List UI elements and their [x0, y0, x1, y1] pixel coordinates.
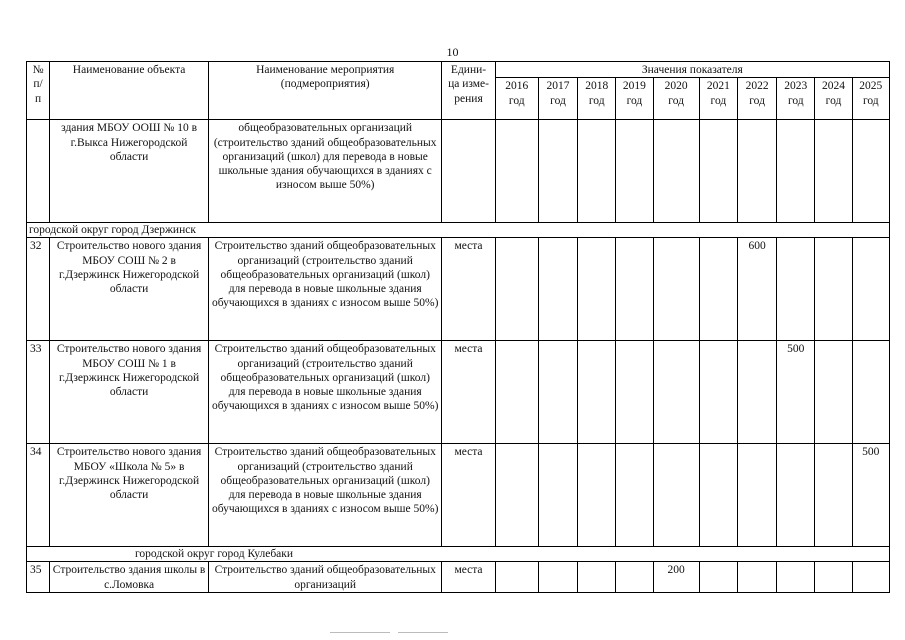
- value-cell: 200: [653, 562, 699, 593]
- value-cell: [578, 444, 616, 547]
- value-cell: [538, 444, 577, 547]
- value-cell: [616, 562, 653, 593]
- header-values-group: Значения показателя: [495, 62, 889, 78]
- section-row: [27, 223, 890, 238]
- header-year: 2025 год: [852, 78, 889, 120]
- value-cell: [495, 341, 538, 444]
- object-name: Строительство здания школы в с.Ломовка: [50, 562, 209, 593]
- table-row: [27, 444, 890, 547]
- scan-artifact: [398, 632, 448, 633]
- row-number: 35: [27, 562, 50, 593]
- value-cell: [699, 341, 737, 444]
- section-title: городской округ город Дзержинск: [27, 223, 890, 238]
- indicator-table: [26, 61, 890, 593]
- header-object: Наименование объекта: [50, 62, 209, 120]
- value-cell: [616, 444, 653, 547]
- value-cell: [495, 444, 538, 547]
- header-year: 2022 год: [737, 78, 776, 120]
- value-cell: [815, 444, 852, 547]
- header-year: 2020 год: [653, 78, 699, 120]
- value-cell: 500: [852, 444, 889, 547]
- value-cell: [815, 562, 852, 593]
- value-cell: [495, 562, 538, 593]
- value-cell: [699, 444, 737, 547]
- header-year: 2018 год: [578, 78, 616, 120]
- row-number: 32: [27, 238, 50, 341]
- header-year: 2016 год: [495, 78, 538, 120]
- value-cell: [653, 238, 699, 341]
- value-cell: [653, 341, 699, 444]
- value-cell: [578, 238, 616, 341]
- value-cell: [495, 238, 538, 341]
- header-measure: Наименование мероприятия (подмероприятия): [209, 62, 442, 120]
- header-number: № п/ п: [27, 62, 50, 120]
- table-row: [27, 341, 890, 444]
- value-cell: [737, 562, 776, 593]
- measure-name: Строительство зданий общеобразовательных организаций (строительство зданий общеобразовательных организаций (школ) для перевода в новые школьные здания обучающихся в зданиях с износом выше 50%): [209, 444, 442, 547]
- value-cell: [815, 341, 852, 444]
- value-cell: [616, 238, 653, 341]
- object-name: здания МБОУ ООШ № 10 в г.Выкса Нижегородской области: [50, 120, 209, 223]
- section-row: [27, 547, 890, 562]
- value-cell: [777, 444, 815, 547]
- measure-name: Строительство зданий общеобразовательных организаций (строительство зданий общеобразовательных организаций (школ) для перевода в новые школьные здания обучающихся в зданиях с износом выше 50%): [209, 238, 442, 341]
- measure-name: Строительство зданий общеобразовательных организаций (строительство зданий общеобразовательных организаций (школ) для перевода в новые школьные здания обучающихся в зданиях с износом выше 50%): [209, 341, 442, 444]
- header-year: 2021 год: [699, 78, 737, 120]
- header-unit: Едини- ца изме- рения: [442, 62, 495, 120]
- value-cell: [737, 444, 776, 547]
- row-number: 33: [27, 341, 50, 444]
- header-year: 2023 год: [777, 78, 815, 120]
- value-cell: [538, 562, 577, 593]
- unit: места: [442, 444, 495, 547]
- value-cell: [578, 562, 616, 593]
- value-cell: [699, 238, 737, 341]
- table-row: [27, 120, 890, 223]
- value-cell: 600: [737, 238, 776, 341]
- unit: места: [442, 562, 495, 593]
- value-cell: [616, 341, 653, 444]
- header-year: 2019 год: [616, 78, 653, 120]
- table-row: [27, 562, 890, 593]
- object-name: Строительство нового здания МБОУ «Школа № 5» в г.Дзержинск Нижегородской области: [50, 444, 209, 547]
- measure-name: общеобразовательных организаций (строительство зданий общеобразовательных организаций (школ) для перевода в новые школьные здания обучающихся в зданиях с износом выше 50%): [209, 120, 442, 223]
- value-cell: [777, 238, 815, 341]
- section-title: городской округ город Кулебаки: [27, 547, 890, 562]
- value-cell: [777, 562, 815, 593]
- table-header-row-1: [27, 62, 890, 78]
- object-name: Строительство нового здания МБОУ СОШ № 1 в г.Дзержинск Нижегородской области: [50, 341, 209, 444]
- value-cell: [538, 238, 577, 341]
- header-year: 2017 год: [538, 78, 577, 120]
- value-cell: [852, 238, 889, 341]
- value-cell: [815, 238, 852, 341]
- object-name: Строительство нового здания МБОУ СОШ № 2 в г.Дзержинск Нижегородской области: [50, 238, 209, 341]
- scan-artifact: [330, 632, 390, 633]
- value-cell: [653, 444, 699, 547]
- value-cell: [852, 341, 889, 444]
- value-cell: [578, 341, 616, 444]
- value-cell: [538, 341, 577, 444]
- value-cell: [852, 562, 889, 593]
- value-cell: [737, 341, 776, 444]
- table-row: [27, 238, 890, 341]
- row-number: 34: [27, 444, 50, 547]
- header-year: 2024 год: [815, 78, 852, 120]
- value-cell: [699, 562, 737, 593]
- unit: места: [442, 341, 495, 444]
- page-number: 10: [446, 45, 459, 59]
- value-cell: 500: [777, 341, 815, 444]
- unit: места: [442, 238, 495, 341]
- measure-name: Строительство зданий общеобразовательных организаций: [209, 562, 442, 593]
